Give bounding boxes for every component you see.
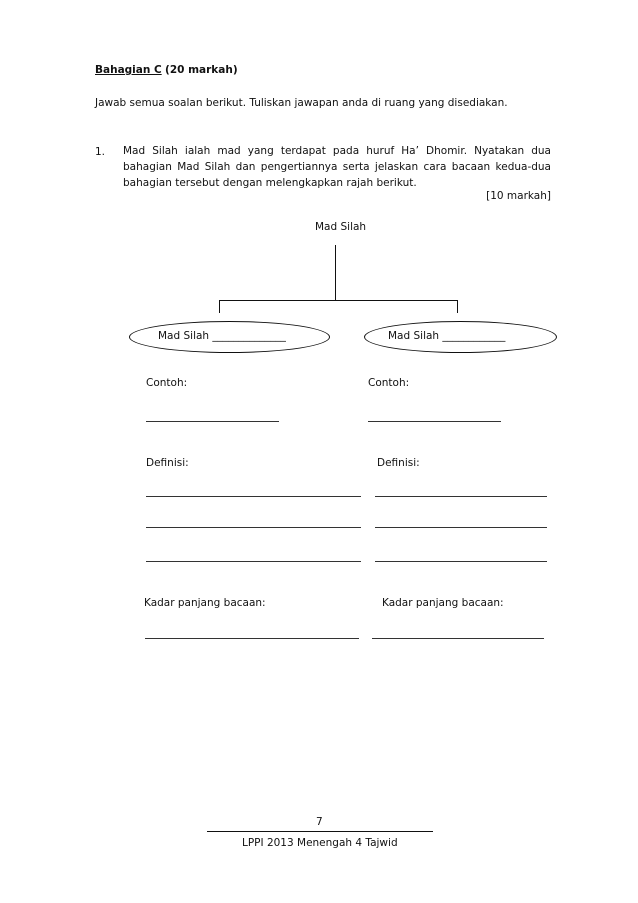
connector-left-drop bbox=[219, 300, 220, 313]
section-marks: (20 markah) bbox=[165, 64, 238, 76]
left-node-label: Mad Silah ______________ bbox=[158, 330, 286, 342]
right-node-label: Mad Silah ____________ bbox=[388, 330, 506, 342]
connector-vertical bbox=[335, 245, 336, 301]
section-title: Bahagian C bbox=[95, 64, 162, 76]
page-number: 7 bbox=[316, 816, 323, 828]
connector-horizontal bbox=[219, 300, 458, 301]
footer-caption: LPPI 2013 Menengah 4 Tajwid bbox=[242, 837, 398, 849]
footer-rule bbox=[207, 831, 433, 832]
left-example-blank[interactable] bbox=[146, 421, 279, 422]
section-heading bbox=[95, 64, 238, 77]
right-definition-blank-1[interactable] bbox=[375, 496, 547, 497]
question-number: 1. bbox=[95, 146, 106, 158]
instruction: Jawab semua soalan berikut. Tuliskan jawapan anda di ruang yang disediakan. bbox=[95, 97, 508, 109]
right-definition-blank-2[interactable] bbox=[375, 527, 547, 528]
left-definition-blank-1[interactable] bbox=[146, 496, 361, 497]
question-marks: [10 markah] bbox=[486, 190, 551, 202]
right-reading-blank[interactable] bbox=[372, 638, 544, 639]
diagram-root-label: Mad Silah bbox=[315, 221, 367, 233]
left-reading-label: Kadar panjang bacaan: bbox=[144, 597, 266, 609]
right-definition-blank-3[interactable] bbox=[375, 561, 547, 562]
left-definition-blank-2[interactable] bbox=[146, 527, 361, 528]
right-reading-label: Kadar panjang bacaan: bbox=[382, 597, 504, 609]
left-definition-label: Definisi: bbox=[146, 457, 189, 469]
question-text: Mad Silah ialah mad yang terdapat pada huruf Ha’ Dhomir. Nyatakan dua bahagian Mad Silah dan pengertiannya serta jelaskan cara bacaan kedua-dua bahagian tersebut dengan melengkapkan rajah berikut. bbox=[123, 145, 551, 189]
right-definition-label: Definisi: bbox=[377, 457, 420, 469]
left-example-label: Contoh: bbox=[146, 377, 188, 389]
left-reading-blank[interactable] bbox=[145, 638, 359, 639]
right-example-label: Contoh: bbox=[368, 377, 410, 389]
connector-right-drop bbox=[457, 300, 458, 313]
left-definition-blank-3[interactable] bbox=[146, 561, 361, 562]
right-example-blank[interactable] bbox=[368, 421, 501, 422]
